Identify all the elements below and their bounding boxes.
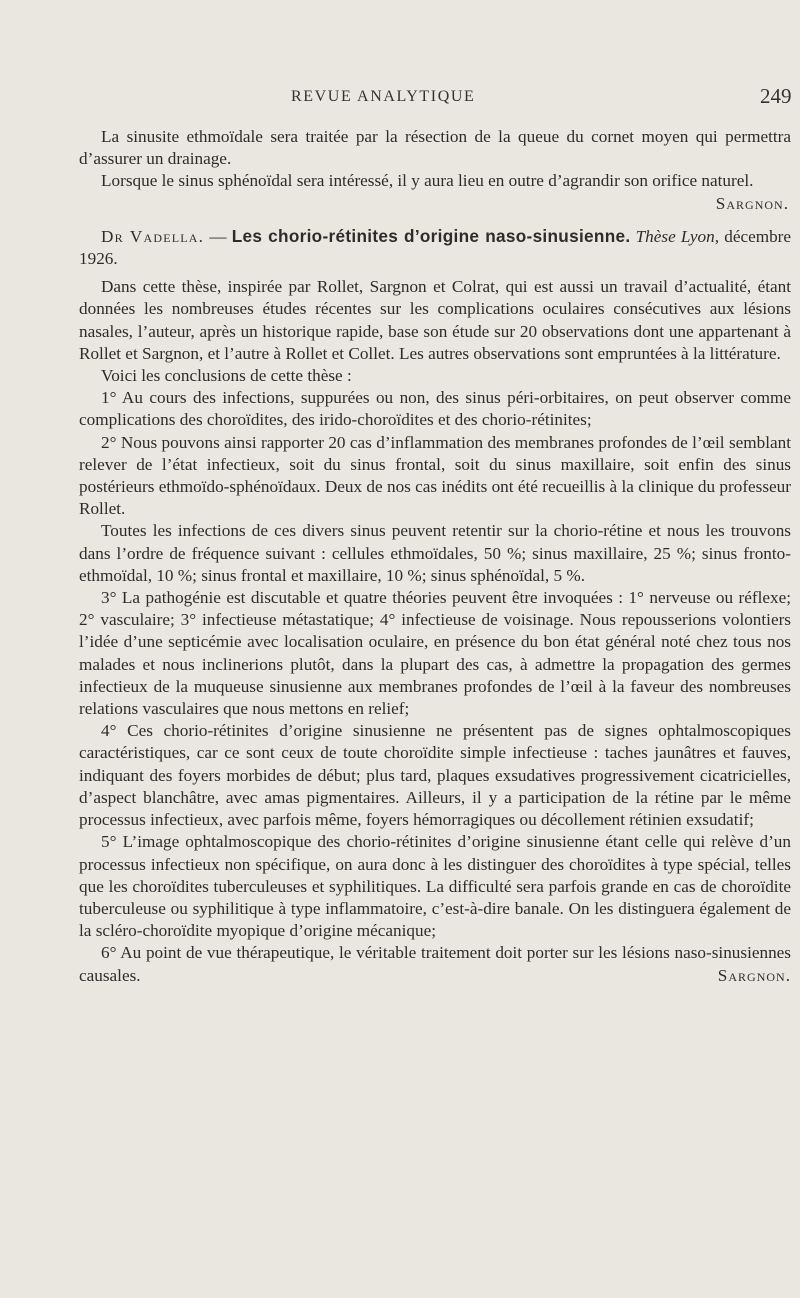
heading-dash: — [209,226,227,246]
review-author: Dr Vadella. [101,226,205,246]
final-paragraph [79,942,791,986]
article-date: décembre 1926. [79,226,792,269]
paragraph: Voici les conclusions de cette thèse : [101,366,352,386]
running-title: REVUE ANALYTIQUE [291,88,476,105]
paragraph: La sinusite ethmoïdale sera traitée par la résection de la queue du cornet moyen qui permettra d’assurer un drainage. [79,127,791,169]
paragraph: Toutes les infections de ces divers sinus peuvent retentir sur la chorio-rétine et nous les trouvons dans l’ordre de fréquence suivant : cellules ethmoïdales, 50 %; sinus maxillaire, 25 %; sinus fronto-ethmoïdal, 10 %; sinus frontal et maxillaire, 10 %; sinus sphénoïdal, 5 %. [79,521,791,585]
review-heading [79,225,791,270]
page-number: 249 [760,84,792,108]
paragraph: 5° L’image ophtalmoscopique des chorio-rétinites d’origine sinusienne étant celle qui relève d’un processus infectieux non spécifique, on aura donc à les distinguer des choroïdites à type spécial, telles que les choroïdites tuberculeuses et syphilitiques. La difficulté sera parfois grande en cas de choroïdite tuberculeuse ou syphilitique à type inflammatoire, c’est-à-dire banale. On les distinguera également de la scléro-choroïdite myopique d’origine mécanique; [79,832,791,941]
paragraph-text: 6° Au point de vue thérapeutique, le véritable traitement doit porter sur les lésions naso-sinusiennes causales. [79,943,791,985]
article-source: Thèse Lyon, [635,226,720,246]
paragraph: Lorsque le sinus sphénoïdal sera intéressé, il y aura lieu en outre d’agrandir son orifice naturel. [101,171,754,191]
paragraph: 4° Ces chorio-rétinites d’origine sinusienne ne présentent pas de signes ophtalmoscopiques caractéristiques, car ce sont ceux de toute choroïdite simple infectieuse : taches jaunâtres et fauves, indiquant des foyers morbides de début; plus tard, plaques exsudatives progressivement cicatricielles, d’aspect blanchâtre, avec amas pigmentaires. Ailleurs, il y a participation de la rétine par le même processus infectieux, avec parfois même, foyers hémorragiques ou décollement rétinien exsudatif; [79,721,791,830]
paragraph: 2° Nous pouvons ainsi rapporter 20 cas d’inflammation des membranes profondes de l’œil semblant relever de l’état infectieux, soit du sinus frontal, soit du sinus maxillaire, soit enfin des sinus postérieurs ethmoïdo-sphénoïdaux. Deux de nos cas inédits ont été recueillis à la clinique du professeur Rollet. [79,432,791,519]
page-header [0,84,800,112]
signature: Sargnon. [715,193,789,213]
signature: Sargnon. [717,965,791,985]
article-title: Les chorio-rétinites d’origine naso-sinusienne. [231,225,631,246]
paragraph: Dans cette thèse, inspirée par Rollet, Sargnon et Colrat, qui est aussi un travail d’actualité, étant données les nombreuses études récentes sur les complications oculaires consécutives aux lésions nasales, l’auteur, après un historique rapide, base son étude sur 20 observations dont une appartenant à Rollet et Sargnon, et l’autre à Rollet et Collet. Les autres observations sont empruntées à la littérature. [79,277,791,363]
paragraph: 1° Au cours des infections, suppurées ou non, des sinus péri-orbitaires, on peut observer comme complications des choroïdites, des irido-choroïdites et des chorio-rétinites; [79,388,791,430]
paragraph: 3° La pathogénie est discutable et quatre théories peuvent être invoquées : 1° nerveuse ou réflexe; 2° vasculaire; 3° infectieuse métastatique; 4° infectieuse de voisinage. Nous repousserions volontiers l’idée d’une septicémie avec localisation oculaire, en présence du bon état général noté chez tous nos malades et nous inclinerions plutôt, dans la plupart des cas, à admettre la propagation des germes infectieux de la muqueuse sinusienne aux membranes profondes de l’œil à la faveur des nombreuses relations vasculaires que nous mettons en relief; [79,588,791,719]
body-text [79,126,791,987]
